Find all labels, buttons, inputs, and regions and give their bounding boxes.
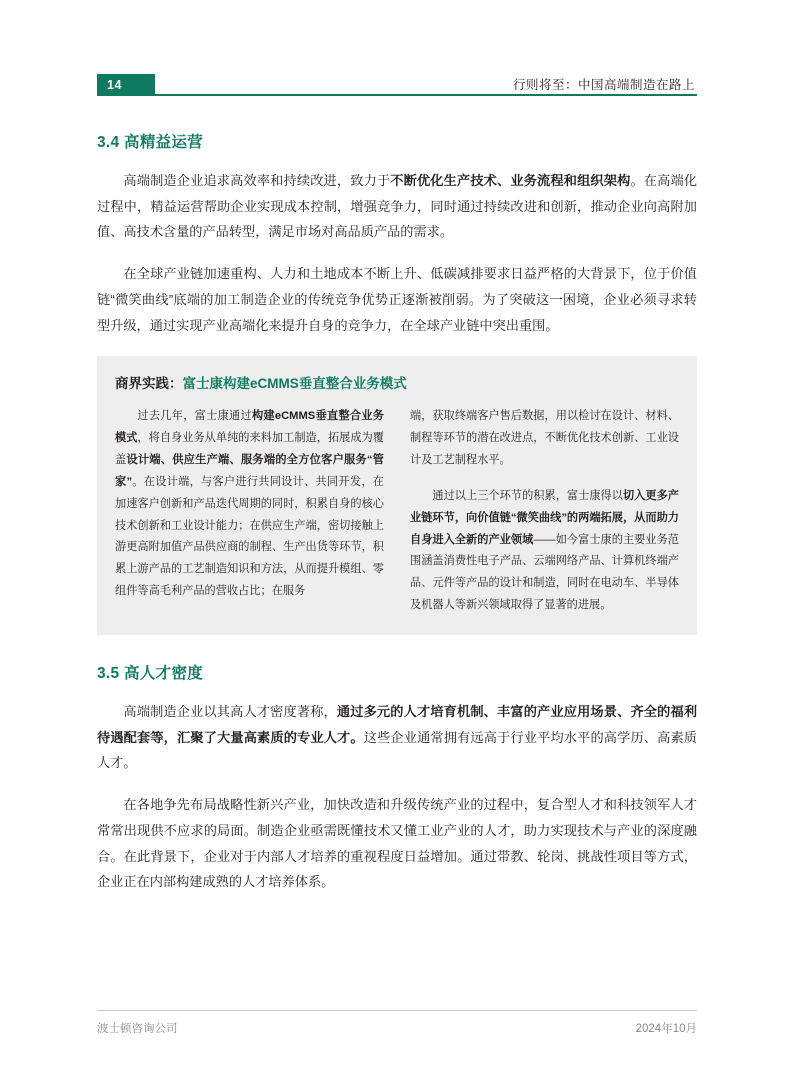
callout-text-plain-5: ——如今富士康的主要业务范围涵盖消费性电子产品、云端网络产品、计算机终端产品、元件等产品的设计和制造，同时在电动车、半导体及机器人等新兴领域取得了显著的进展。 bbox=[410, 533, 679, 612]
page-header bbox=[97, 74, 697, 96]
footer-date: 2024年10月 bbox=[635, 1023, 697, 1035]
paragraph-text-plain-4: 这些企业通常拥有远高于行业平均水平的高学历、高素质人才。 bbox=[97, 729, 697, 771]
paragraph-text-plain-3: 高端制造企业以其高人才密度著称， bbox=[123, 704, 337, 719]
page-content bbox=[97, 130, 697, 911]
page-footer bbox=[97, 1010, 697, 1036]
callout-title-text: 富士康构建eCMMS垂直整合业务模式 bbox=[182, 376, 407, 392]
section-heading-3-5: 3.5 高人才密度 bbox=[97, 665, 204, 682]
footer-company: 波士顿咨询公司 bbox=[97, 1023, 178, 1035]
paragraph-text-bold-1: 不断优化生产技术、业务流程和组织架构 bbox=[390, 173, 631, 188]
paragraph bbox=[97, 699, 697, 776]
paragraph-text-plain-1: 高端制造企业追求高效率和持续改进，致力于 bbox=[123, 173, 391, 188]
callout-text-plain-2: ，将自身业务从单纯的来料加工制造，拓展成为覆盖 bbox=[115, 432, 384, 467]
paragraph-text-plain-2: 。在高端化过程中，精益运营帮助企业实现成本控制，增强竞争力，同时通过持续改进和创新，推动企业向高附加值、高技术含量的产品转型，满足市场对高品质产品的需求。 bbox=[97, 173, 698, 240]
callout-columns bbox=[115, 406, 679, 617]
section-heading-3-4: 3.4 高精益运营 bbox=[97, 134, 204, 151]
callout-box bbox=[97, 356, 697, 635]
paragraph bbox=[97, 168, 697, 245]
callout-title bbox=[115, 372, 679, 392]
callout-left-column bbox=[115, 406, 384, 617]
callout-paragraph bbox=[410, 486, 679, 617]
paragraph: 在全球产业链加速重构、人力和土地成本不断上升、低碳减排要求日益严格的大背景下，位于价值链“微笑曲线”底端的加工制造企业的传统竞争优势正逐渐被削弱。为了突破这一困境，企业必须寻求转型升级，通过实现产业高端化来提升自身的竞争力，在全球产业链中突出重围。 bbox=[97, 266, 697, 333]
callout-text-plain-1: 过去几年，富士康通过 bbox=[137, 410, 252, 423]
document-title: 行则将至：中国高端制造在路上 bbox=[512, 77, 695, 92]
callout-text-bold-2: 设计端、供应生产端、服务端的全方位客户服务“管家” bbox=[115, 454, 384, 488]
page-number-badge: 14 bbox=[97, 74, 155, 96]
callout-text-bold-3: 切入更多产业链环节，向价值链“微笑曲线”的两端拓展，从而助力自身进入全新的产业领域 bbox=[410, 489, 679, 546]
callout-text-bold-1: 构建eCMMS垂直整合业务模式 bbox=[115, 410, 384, 445]
callout-label: 商界实践： bbox=[115, 376, 183, 392]
callout-text-plain-3: 。在设计端，与客户进行共同设计、共同开发，在加速客户创新和产品迭代周期的同时，积累自身的核心技术创新和工业设计能力；在供应生产端，密切接触上游更高附加值产品供应商的制程、生产出货等环节，积累上游产品的工艺制造知识和方法，从而提升模组、零组件等高毛利产品的营收占比；在服务 bbox=[115, 475, 384, 598]
callout-text-plain-4: 通过以上三个环节的积累，富士康得以 bbox=[432, 489, 623, 502]
callout-paragraph bbox=[115, 406, 384, 603]
callout-paragraph: 端，获取终端客户售后数据，用以检讨在设计、材料、制程等环节的潜在改进点，不断优化技术创新、工业设计及工艺制程水平。 bbox=[410, 410, 679, 467]
paragraph-text-bold-2: 通过多元的人才培育机制、丰富的产业应用场景、齐全的福利待遇配套等，汇聚了大量高素质的专业人才。 bbox=[97, 704, 698, 745]
callout-right-column bbox=[410, 406, 679, 617]
paragraph: 在各地争先布局战略性新兴产业，加快改造和升级传统产业的过程中，复合型人才和科技领军人才常常出现供不应求的局面。制造企业亟需既懂技术又懂工业产业的人才，助力实现技术与产业的深度融合。在此背景下，企业对于内部人才培养的重视程度日益增加。通过带教、轮岗、挑战性项目等方式，企业正在内部构建成熟的人才培养体系。 bbox=[97, 797, 697, 890]
header-rule bbox=[155, 74, 697, 96]
